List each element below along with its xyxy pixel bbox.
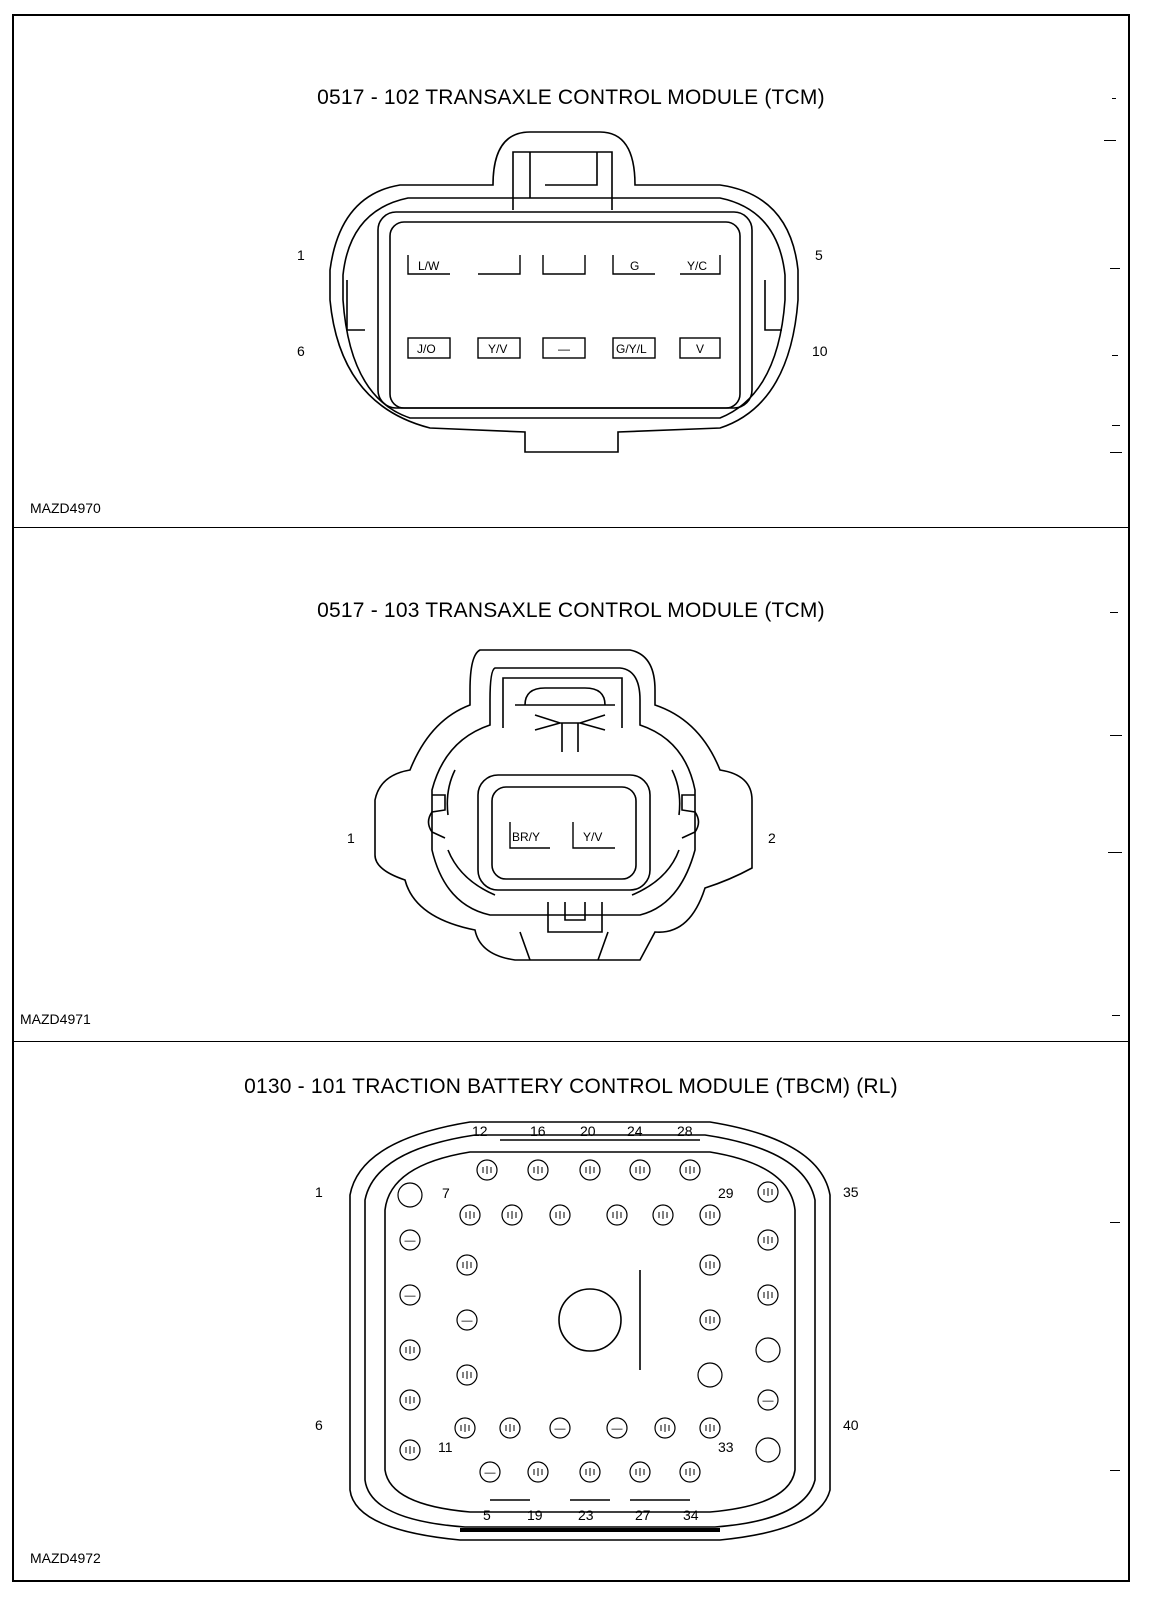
connector-housing [350, 1122, 830, 1540]
pin-number-6: 6 [297, 343, 305, 359]
wired-pin-mark [686, 1468, 694, 1476]
pin-cavity-frame [385, 1152, 795, 1512]
wired-pin-mark [483, 1166, 491, 1174]
pin-number: 29 [718, 1185, 734, 1201]
wired-pin-mark [706, 1211, 714, 1219]
pin-number: 1 [315, 1184, 323, 1200]
wired-pin-mark [534, 1166, 542, 1174]
wired-pin-mark [406, 1346, 414, 1354]
pin-number: 11 [438, 1439, 453, 1455]
wired-pin-mark [461, 1424, 469, 1432]
pin-number-10: 10 [812, 343, 828, 359]
pin-number: 23 [578, 1507, 594, 1523]
wired-pin-mark [764, 1236, 772, 1244]
wired-pin-mark [556, 1211, 564, 1219]
pin-number: 7 [442, 1185, 450, 1201]
pin-number: 40 [843, 1417, 859, 1433]
pin-number: 19 [527, 1507, 543, 1523]
wired-pin-mark [636, 1166, 644, 1174]
unused-pin-mark: — [554, 1423, 566, 1435]
pin-cavity [698, 1363, 722, 1387]
wire-color-label: L/W [418, 259, 440, 273]
pin-number: 35 [843, 1184, 859, 1200]
wire-color-label: G [630, 259, 640, 273]
wired-pin-mark [706, 1424, 714, 1432]
figure-code: MAZD4972 [30, 1550, 101, 1566]
pin-number-2: 2 [768, 830, 776, 846]
wire-color-label: V [696, 342, 705, 356]
wired-pin-mark [534, 1468, 542, 1476]
wired-pin-mark [659, 1211, 667, 1219]
figure-code: MAZD4970 [30, 500, 101, 516]
pin-cavity [756, 1438, 780, 1462]
wired-pin-mark [613, 1211, 621, 1219]
wire-color-label: — [558, 342, 570, 356]
wired-pin-mark [706, 1316, 714, 1324]
pin-number: 5 [483, 1507, 491, 1523]
wired-pin-mark [406, 1396, 414, 1404]
unused-pin-mark: — [404, 1290, 416, 1302]
pin-number-5: 5 [815, 247, 823, 263]
wire-color-label: Y/V [583, 830, 603, 844]
unused-pin-mark: — [404, 1235, 416, 1247]
center-post [559, 1289, 621, 1351]
wire-color-label: J/O [417, 342, 436, 356]
pin-cavity [398, 1183, 422, 1207]
figure-code: MAZD4971 [20, 1011, 91, 1027]
wired-pin-mark [706, 1261, 714, 1269]
pin-number: 12 [472, 1123, 488, 1139]
wired-pin-mark [661, 1424, 669, 1432]
wired-pin-mark [586, 1166, 594, 1174]
wired-pin-mark [636, 1468, 644, 1476]
wire-color-label: Y/C [687, 259, 708, 273]
pin-number: 16 [530, 1123, 546, 1139]
unused-pin-mark: — [611, 1423, 623, 1435]
wired-pin-mark [463, 1371, 471, 1379]
wired-pin-mark [686, 1166, 694, 1174]
pin-number-1: 1 [297, 247, 305, 263]
wired-pin-mark [506, 1424, 514, 1432]
pin-cavity [756, 1338, 780, 1362]
wired-pin-mark [463, 1261, 471, 1269]
wired-pin-mark [586, 1468, 594, 1476]
pin-number: 20 [580, 1123, 596, 1139]
pin-number: 27 [635, 1507, 651, 1523]
wired-pin-mark [764, 1188, 772, 1196]
pin-number: 34 [683, 1507, 699, 1523]
unused-pin-mark: — [762, 1395, 774, 1407]
unused-pin-mark: — [484, 1467, 496, 1479]
panel-title: 0517 - 103 TRANSAXLE CONTROL MODULE (TCM) [317, 599, 825, 622]
pin-number: 33 [718, 1439, 734, 1455]
wired-pin-mark [764, 1291, 772, 1299]
pin-number: 24 [627, 1123, 643, 1139]
pin-number: 6 [315, 1417, 323, 1433]
pin-number: 28 [677, 1123, 693, 1139]
wire-color-label: G/Y/L [616, 342, 647, 356]
wired-pin-mark [466, 1211, 474, 1219]
wire-color-label: BR/Y [512, 830, 541, 844]
wire-color-label: Y/V [488, 342, 508, 356]
unused-pin-mark: — [461, 1315, 473, 1327]
panel-title: 0130 - 101 TRACTION BATTERY CONTROL MODULE (TBCM) (RL) [244, 1075, 898, 1098]
pin-number-1: 1 [347, 830, 355, 846]
wired-pin-mark [508, 1211, 516, 1219]
wired-pin-mark [406, 1446, 414, 1454]
panel-title: 0517 - 102 TRANSAXLE CONTROL MODULE (TCM) [317, 86, 825, 109]
